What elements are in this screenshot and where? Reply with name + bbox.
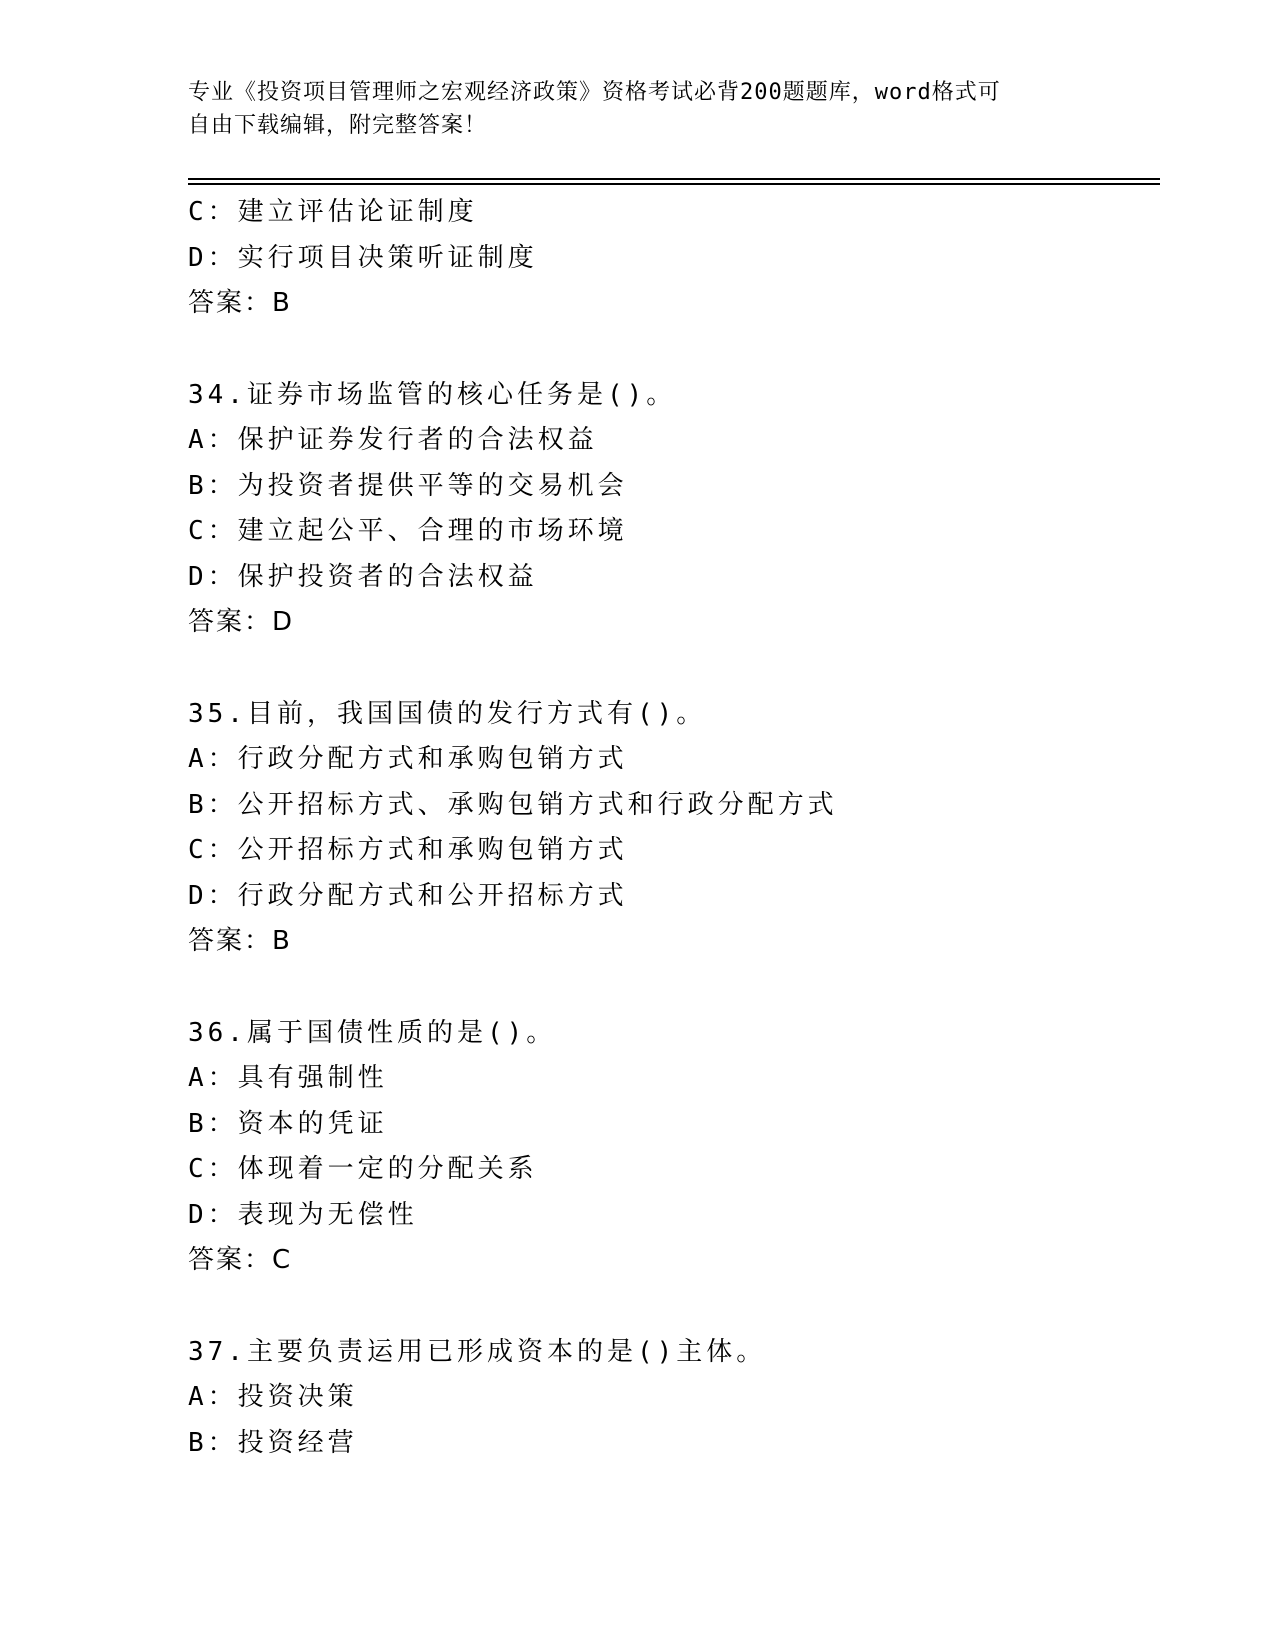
option-b: B：公开招标方式、承购包销方式和行政分配方式 xyxy=(188,789,838,820)
option-d: D：行政分配方式和公开招标方式 xyxy=(188,880,628,911)
option-d: D：保护投资者的合法权益 xyxy=(188,561,538,592)
option-b: B：投资经营 xyxy=(188,1427,358,1458)
question-36 xyxy=(188,1011,1158,1284)
question-text: 34.证券市场监管的核心任务是()。 xyxy=(188,379,677,410)
option-c: C：建立起公平、合理的市场环境 xyxy=(188,516,628,546)
header-rule-bottom xyxy=(188,183,1160,185)
header-line-1: 专业《投资项目管理师之宏观经济政策》资格考试必背200题题库，word格式可 xyxy=(188,80,1001,105)
option-d: D：实行项目决策听证制度 xyxy=(188,242,538,273)
spacer xyxy=(188,965,1158,1011)
document-header xyxy=(188,76,1088,142)
spacer xyxy=(188,327,1158,373)
option-c: C：建立评估论证制度 xyxy=(188,197,478,227)
question-list xyxy=(188,190,1158,1466)
question-33-tail xyxy=(188,190,1158,327)
option-a: A：行政分配方式和承购包销方式 xyxy=(188,744,628,774)
question-35 xyxy=(188,692,1158,965)
question-text: 37.主要负责运用已形成资本的是()主体。 xyxy=(188,1336,767,1367)
question-34 xyxy=(188,373,1158,646)
option-d: D：表现为无偿性 xyxy=(188,1199,418,1230)
answer: 答案：B xyxy=(188,926,292,956)
option-a: A：具有强制性 xyxy=(188,1063,388,1093)
option-b: B：资本的凭证 xyxy=(188,1108,388,1139)
answer: 答案：B xyxy=(188,288,292,318)
option-c: C：体现着一定的分配关系 xyxy=(188,1154,538,1184)
option-a: A：投资决策 xyxy=(188,1382,358,1412)
answer: 答案：D xyxy=(188,607,295,637)
answer: 答案：C xyxy=(188,1245,293,1275)
header-line-2: 自由下载编辑，附完整答案！ xyxy=(188,113,488,138)
option-b: B：为投资者提供平等的交易机会 xyxy=(188,470,628,501)
spacer xyxy=(188,1284,1158,1330)
header-rule-top xyxy=(188,178,1160,180)
question-text: 35.目前，我国国债的发行方式有()。 xyxy=(188,698,707,729)
option-c: C：公开招标方式和承购包销方式 xyxy=(188,835,628,865)
spacer xyxy=(188,646,1158,692)
question-37 xyxy=(188,1330,1158,1467)
option-a: A：保护证券发行者的合法权益 xyxy=(188,425,598,455)
question-text: 36.属于国债性质的是()。 xyxy=(188,1017,557,1048)
